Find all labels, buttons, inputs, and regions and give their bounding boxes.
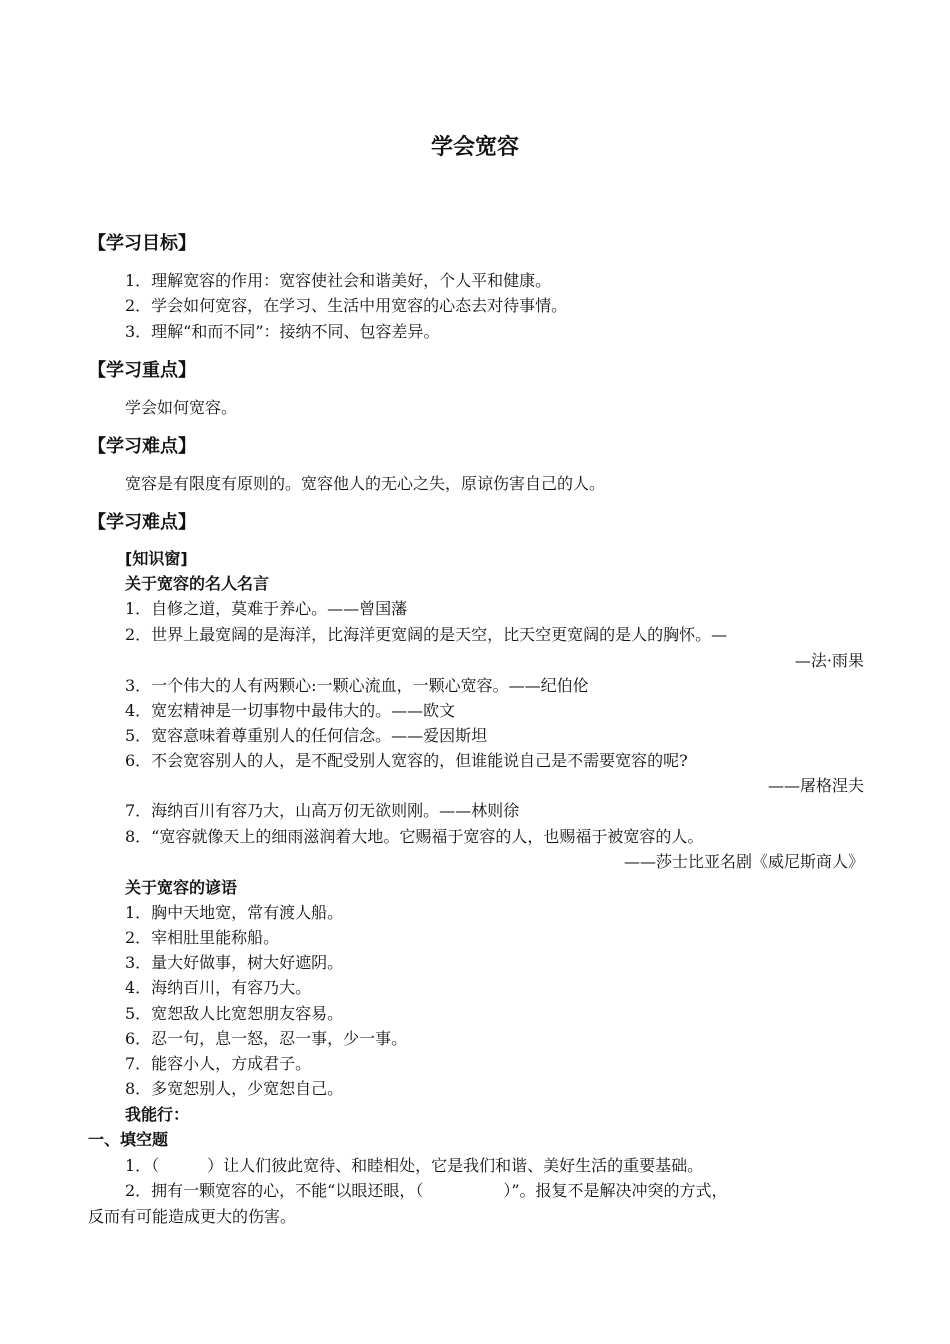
heading-difficulty-2: 【学习难点】 <box>88 512 196 533</box>
quote-item: 3．一个伟大的人有两颗心:一颗心流血，一颗心宽容。——纪伯伦 <box>125 676 589 695</box>
i-can-label: 我能行： <box>125 1105 190 1124</box>
difficulty-text: 宽容是有限度有原则的。宽容他人的无心之失，原谅伤害自己的人。 <box>125 474 606 493</box>
proverb-item: 4．海纳百川，有容乃大。 <box>125 978 312 997</box>
document-title: 学会宽容 <box>430 135 519 160</box>
quote-item: 5．宽容意味着尊重别人的任何信念。——爱因斯坦 <box>125 726 488 745</box>
objective-item: 1．理解宽容的作用：宽容使社会和谐美好，个人平和健康。 <box>125 271 552 290</box>
proverbs-heading: 关于宽容的谚语 <box>125 878 238 897</box>
quotes-heading: 关于宽容的名人名言 <box>125 574 270 593</box>
proverb-item: 8．多宽恕别人，少宽恕自己。 <box>125 1079 344 1098</box>
objective-item: 2．学会如何宽容，在学习、生活中用宽容的心态去对待事情。 <box>125 296 568 315</box>
quote-attribution: —法·雨果 <box>794 651 864 670</box>
quote-item: 6．不会宽容别人的人，是不配受别人宽容的，但谁能说自己是不需要宽容的呢? <box>125 751 688 770</box>
proverb-item: 7．能容小人，方成君子。 <box>125 1054 312 1073</box>
quote-item: 2．世界上最宽阔的是海洋，比海洋更宽阔的是天空，比天空更宽阔的是人的胸怀。— <box>125 625 728 644</box>
quote-attribution: ——屠格涅夫 <box>767 776 864 795</box>
heading-difficulty: 【学习难点】 <box>88 436 196 457</box>
proverb-item: 1．胸中天地宽，常有渡人船。 <box>125 903 344 922</box>
fill-blank-question: 1．（ ）让人们彼此宽待、和睦相处，它是我们和谐、美好生活的重要基础。 <box>125 1156 704 1175</box>
fill-blank-section-heading: 一、填空题 <box>88 1130 169 1149</box>
heading-focus: 【学习重点】 <box>88 360 196 381</box>
knowledge-window-label: [知识窗] <box>125 549 188 568</box>
proverb-item: 6．忍一句，息一怒，忍一事，少一事。 <box>125 1029 408 1048</box>
quote-item: 1．自修之道，莫难于养心。——曾国藩 <box>125 599 408 618</box>
heading-objectives: 【学习目标】 <box>88 233 196 254</box>
fill-blank-question: 2．拥有一颗宽容的心，不能“以眼还眼，（ ）”。报复不是解决冲突的方式， <box>125 1181 728 1200</box>
focus-text: 学会如何宽容。 <box>125 398 238 417</box>
proverb-item: 2．宰相肚里能称船。 <box>125 928 280 947</box>
proverb-item: 5．宽恕敌人比宽恕朋友容易。 <box>125 1004 344 1023</box>
objective-item: 3．理解“和而不同”：接纳不同、包容差异。 <box>125 322 440 341</box>
proverb-item: 3．量大好做事，树大好遮阴。 <box>125 953 344 972</box>
quote-item: 4．宽宏精神是一切事物中最伟大的。——欧文 <box>125 701 456 720</box>
quote-item: 7．海纳百川有容乃大，山高万仞无欲则刚。——林则徐 <box>125 801 520 820</box>
quote-attribution: ——莎士比亚名剧《威尼斯商人》 <box>623 852 864 871</box>
fill-blank-question-continued: 反而有可能造成更大的伤害。 <box>88 1207 297 1226</box>
quote-item: 8．“宽容就像天上的细雨滋润着大地。它赐福于宽容的人，也赐福于被宽容的人。 <box>125 827 704 846</box>
